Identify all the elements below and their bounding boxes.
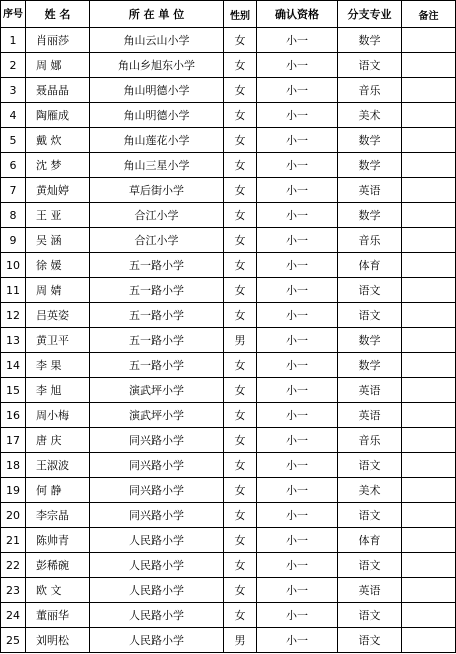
table-row: [1, 428, 456, 453]
cell-note: [402, 403, 456, 428]
cell-name: 李 旭: [26, 378, 90, 403]
cell-gender: 女: [224, 303, 257, 328]
cell-unit: 演武坪小学: [90, 403, 224, 428]
cell-seq: 24: [1, 603, 26, 628]
cell-gender: 女: [224, 178, 257, 203]
header-subject: 分支专业: [338, 1, 402, 28]
cell-note: [402, 353, 456, 378]
cell-unit: 人民路小学: [90, 578, 224, 603]
cell-seq: 16: [1, 403, 26, 428]
cell-qualification: 小一: [257, 53, 338, 78]
cell-subject: 语文: [338, 453, 402, 478]
cell-qualification: 小一: [257, 403, 338, 428]
cell-subject: 音乐: [338, 228, 402, 253]
cell-gender: 女: [224, 528, 257, 553]
table-row: [1, 53, 456, 78]
table-row: [1, 353, 456, 378]
cell-seq: 10: [1, 253, 26, 278]
cell-name: 欧 文: [26, 578, 90, 603]
cell-seq: 4: [1, 103, 26, 128]
cell-gender: 女: [224, 403, 257, 428]
cell-gender: 女: [224, 28, 257, 53]
cell-unit: 合江小学: [90, 228, 224, 253]
table-row: [1, 78, 456, 103]
cell-note: [402, 428, 456, 453]
cell-note: [402, 228, 456, 253]
table-header: [1, 1, 456, 28]
cell-seq: 11: [1, 278, 26, 303]
cell-qualification: 小一: [257, 153, 338, 178]
cell-note: [402, 53, 456, 78]
cell-subject: 语文: [338, 503, 402, 528]
cell-note: [402, 503, 456, 528]
cell-unit: 演武坪小学: [90, 378, 224, 403]
cell-qualification: 小一: [257, 353, 338, 378]
cell-qualification: 小一: [257, 303, 338, 328]
table-row: [1, 328, 456, 353]
cell-seq: 13: [1, 328, 26, 353]
header-qualification: 确认资格: [257, 1, 338, 28]
table-row: [1, 153, 456, 178]
table-row: [1, 203, 456, 228]
table-row: [1, 503, 456, 528]
cell-name: 周小梅: [26, 403, 90, 428]
cell-name: 王 亚: [26, 203, 90, 228]
cell-subject: 数学: [338, 203, 402, 228]
cell-gender: 女: [224, 203, 257, 228]
cell-note: [402, 153, 456, 178]
cell-gender: 女: [224, 103, 257, 128]
cell-note: [402, 203, 456, 228]
cell-gender: 女: [224, 78, 257, 103]
cell-note: [402, 453, 456, 478]
header-name: 姓 名: [26, 1, 90, 28]
cell-seq: 2: [1, 53, 26, 78]
cell-subject: 语文: [338, 628, 402, 653]
cell-note: [402, 328, 456, 353]
cell-seq: 1: [1, 28, 26, 53]
table-row: [1, 303, 456, 328]
cell-unit: 角山三星小学: [90, 153, 224, 178]
cell-note: [402, 103, 456, 128]
cell-unit: 合江小学: [90, 203, 224, 228]
header-row: [1, 1, 456, 28]
cell-unit: 角山明德小学: [90, 78, 224, 103]
cell-qualification: 小一: [257, 103, 338, 128]
cell-subject: 美术: [338, 103, 402, 128]
cell-unit: 五一路小学: [90, 353, 224, 378]
table-row: [1, 403, 456, 428]
cell-qualification: 小一: [257, 428, 338, 453]
cell-name: 彭稀碗: [26, 553, 90, 578]
cell-seq: 25: [1, 628, 26, 653]
cell-gender: 女: [224, 153, 257, 178]
cell-name: 徐 媛: [26, 253, 90, 278]
cell-subject: 音乐: [338, 78, 402, 103]
cell-note: [402, 128, 456, 153]
cell-subject: 数学: [338, 328, 402, 353]
cell-unit: 同兴路小学: [90, 478, 224, 503]
table-row: [1, 478, 456, 503]
cell-name: 李宗晶: [26, 503, 90, 528]
cell-qualification: 小一: [257, 453, 338, 478]
cell-unit: 草后街小学: [90, 178, 224, 203]
cell-qualification: 小一: [257, 603, 338, 628]
cell-qualification: 小一: [257, 228, 338, 253]
table-row: [1, 378, 456, 403]
table-row: [1, 278, 456, 303]
cell-qualification: 小一: [257, 278, 338, 303]
cell-name: 吕英姿: [26, 303, 90, 328]
cell-unit: 五一路小学: [90, 303, 224, 328]
cell-name: 陶雁成: [26, 103, 90, 128]
cell-seq: 5: [1, 128, 26, 153]
cell-note: [402, 178, 456, 203]
cell-note: [402, 553, 456, 578]
cell-name: 刘明松: [26, 628, 90, 653]
table-body: [1, 28, 456, 653]
cell-seq: 6: [1, 153, 26, 178]
cell-seq: 14: [1, 353, 26, 378]
cell-qualification: 小一: [257, 28, 338, 53]
header-unit: 所 在 单 位: [90, 1, 224, 28]
cell-qualification: 小一: [257, 628, 338, 653]
cell-unit: 角山莲花小学: [90, 128, 224, 153]
cell-name: 唐 庆: [26, 428, 90, 453]
table-row: [1, 28, 456, 53]
cell-subject: 美术: [338, 478, 402, 503]
cell-note: [402, 378, 456, 403]
cell-unit: 人民路小学: [90, 553, 224, 578]
cell-qualification: 小一: [257, 553, 338, 578]
cell-note: [402, 28, 456, 53]
cell-subject: 英语: [338, 403, 402, 428]
cell-unit: 人民路小学: [90, 603, 224, 628]
cell-subject: 英语: [338, 578, 402, 603]
cell-note: [402, 478, 456, 503]
cell-note: [402, 578, 456, 603]
table-row: [1, 528, 456, 553]
cell-unit: 五一路小学: [90, 253, 224, 278]
cell-unit: 人民路小学: [90, 628, 224, 653]
cell-name: 聂晶晶: [26, 78, 90, 103]
table-row: [1, 103, 456, 128]
cell-note: [402, 628, 456, 653]
cell-subject: 数学: [338, 353, 402, 378]
cell-seq: 23: [1, 578, 26, 603]
table-row: [1, 253, 456, 278]
cell-unit: 五一路小学: [90, 278, 224, 303]
cell-seq: 20: [1, 503, 26, 528]
cell-gender: 女: [224, 503, 257, 528]
cell-subject: 语文: [338, 303, 402, 328]
cell-note: [402, 303, 456, 328]
cell-unit: 五一路小学: [90, 328, 224, 353]
cell-qualification: 小一: [257, 578, 338, 603]
cell-qualification: 小一: [257, 128, 338, 153]
cell-subject: 语文: [338, 603, 402, 628]
cell-unit: 同兴路小学: [90, 453, 224, 478]
cell-note: [402, 603, 456, 628]
table-row: [1, 178, 456, 203]
cell-unit: 角山乡旭东小学: [90, 53, 224, 78]
cell-gender: 女: [224, 228, 257, 253]
cell-gender: 女: [224, 53, 257, 78]
cell-qualification: 小一: [257, 528, 338, 553]
cell-gender: 女: [224, 453, 257, 478]
cell-subject: 体育: [338, 253, 402, 278]
cell-subject: 语文: [338, 53, 402, 78]
cell-note: [402, 278, 456, 303]
cell-gender: 女: [224, 253, 257, 278]
cell-qualification: 小一: [257, 378, 338, 403]
cell-note: [402, 78, 456, 103]
cell-unit: 同兴路小学: [90, 428, 224, 453]
cell-name: 黄灿婷: [26, 178, 90, 203]
cell-seq: 9: [1, 228, 26, 253]
cell-seq: 8: [1, 203, 26, 228]
cell-seq: 15: [1, 378, 26, 403]
cell-qualification: 小一: [257, 78, 338, 103]
cell-gender: 女: [224, 578, 257, 603]
cell-gender: 女: [224, 353, 257, 378]
cell-gender: 男: [224, 328, 257, 353]
cell-note: [402, 528, 456, 553]
header-gender: 性别: [224, 1, 257, 28]
cell-qualification: 小一: [257, 503, 338, 528]
cell-name: 黄卫平: [26, 328, 90, 353]
cell-seq: 18: [1, 453, 26, 478]
cell-note: [402, 253, 456, 278]
cell-unit: 角山明德小学: [90, 103, 224, 128]
cell-unit: 角山云山小学: [90, 28, 224, 53]
cell-unit: 同兴路小学: [90, 503, 224, 528]
table-row: [1, 128, 456, 153]
cell-name: 周 婧: [26, 278, 90, 303]
table-row: [1, 228, 456, 253]
table-row: [1, 603, 456, 628]
cell-name: 沈 梦: [26, 153, 90, 178]
cell-gender: 女: [224, 603, 257, 628]
cell-subject: 语文: [338, 553, 402, 578]
cell-name: 陈帅青: [26, 528, 90, 553]
cell-seq: 19: [1, 478, 26, 503]
cell-seq: 22: [1, 553, 26, 578]
cell-subject: 数学: [338, 28, 402, 53]
cell-qualification: 小一: [257, 203, 338, 228]
cell-seq: 12: [1, 303, 26, 328]
cell-unit: 人民路小学: [90, 528, 224, 553]
cell-gender: 女: [224, 378, 257, 403]
cell-qualification: 小一: [257, 328, 338, 353]
cell-gender: 男: [224, 628, 257, 653]
cell-name: 李 果: [26, 353, 90, 378]
cell-gender: 女: [224, 478, 257, 503]
cell-name: 吴 涵: [26, 228, 90, 253]
table-row: [1, 553, 456, 578]
cell-name: 周 娜: [26, 53, 90, 78]
cell-subject: 语文: [338, 278, 402, 303]
cell-name: 董丽华: [26, 603, 90, 628]
cell-qualification: 小一: [257, 253, 338, 278]
cell-gender: 女: [224, 128, 257, 153]
cell-subject: 体育: [338, 528, 402, 553]
cell-subject: 数学: [338, 153, 402, 178]
cell-qualification: 小一: [257, 178, 338, 203]
cell-subject: 英语: [338, 178, 402, 203]
cell-name: 戴 炊: [26, 128, 90, 153]
table-row: [1, 578, 456, 603]
header-note: 备注: [402, 1, 456, 28]
cell-subject: 英语: [338, 378, 402, 403]
header-seq: 序号: [1, 1, 26, 28]
cell-name: 王淑波: [26, 453, 90, 478]
cell-qualification: 小一: [257, 478, 338, 503]
cell-seq: 7: [1, 178, 26, 203]
table-row: [1, 628, 456, 653]
cell-name: 肖丽莎: [26, 28, 90, 53]
table-row: [1, 453, 456, 478]
cell-subject: 音乐: [338, 428, 402, 453]
cell-seq: 21: [1, 528, 26, 553]
cell-gender: 女: [224, 428, 257, 453]
cell-gender: 女: [224, 278, 257, 303]
cell-seq: 17: [1, 428, 26, 453]
cell-subject: 数学: [338, 128, 402, 153]
cell-name: 何 静: [26, 478, 90, 503]
cell-gender: 女: [224, 553, 257, 578]
cell-seq: 3: [1, 78, 26, 103]
